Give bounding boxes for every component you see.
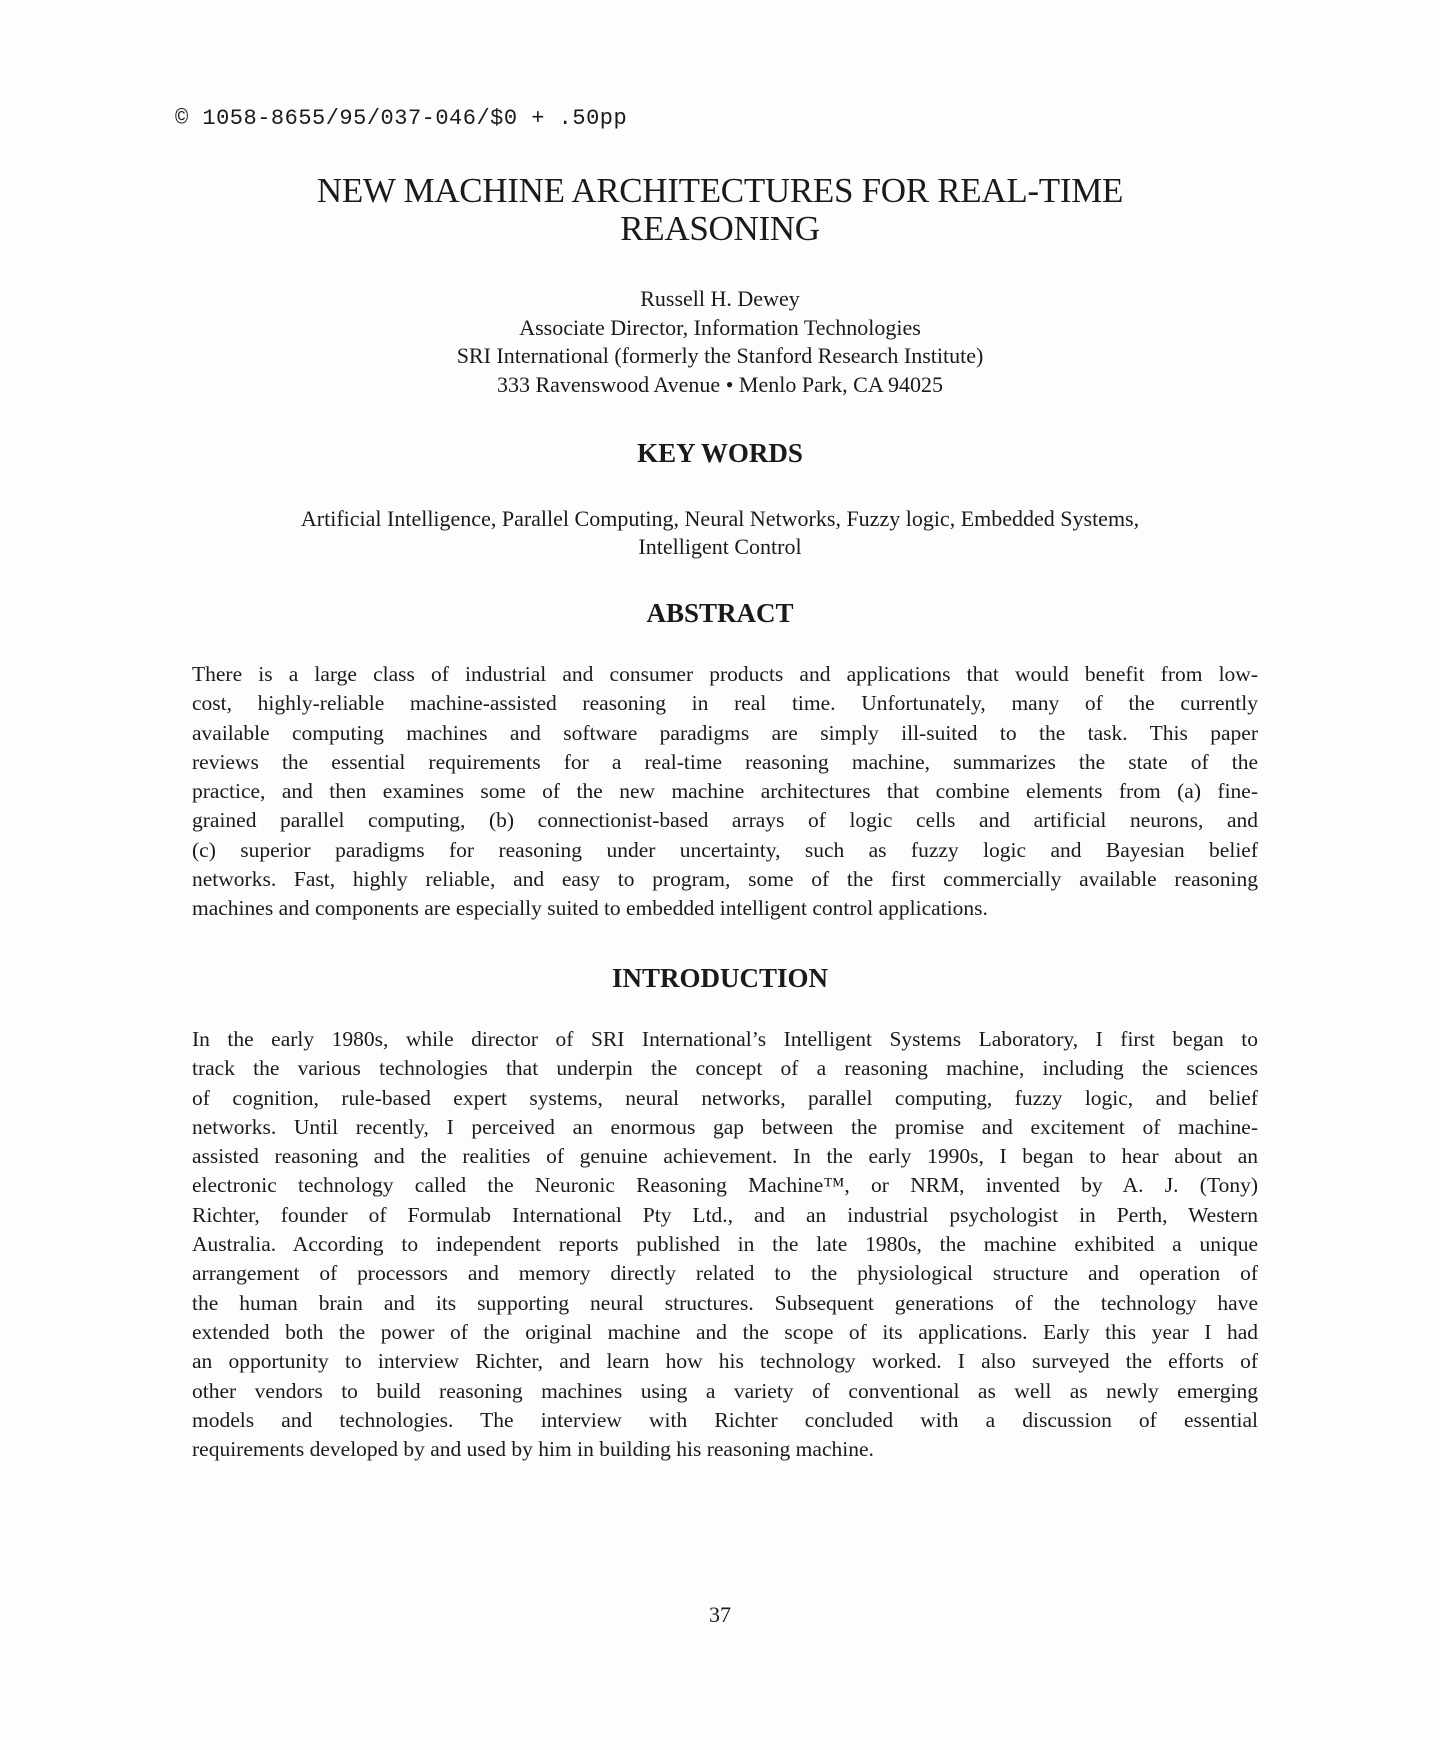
text-line: networks. Fast, highly reliable, and easy to program, some of the first commercially available reasoning bbox=[192, 867, 1258, 892]
text-line: Richter, founder of Formulab International Pty Ltd., and an industrial psychologist in Perth, Western bbox=[192, 1202, 1258, 1227]
copyright-symbol: © bbox=[175, 106, 189, 131]
text-line: (c) superior paradigms for reasoning under uncertainty, such as fuzzy logic and Bayesian belief bbox=[192, 837, 1258, 862]
author-address: 333 Ravenswood Avenue • Menlo Park, CA 94025 bbox=[496, 372, 944, 398]
copyright-code: 1058-8655/95/037-046/$0 + .50pp bbox=[202, 106, 628, 131]
keywords-line: Artificial Intelligence, Parallel Computing, Neural Networks, Fuzzy logic, Embedded Systems, bbox=[300, 506, 1140, 531]
text-line: assisted reasoning and the realities of genuine achievement. In the early 1990s, I began to hear about an bbox=[192, 1144, 1258, 1169]
introduction-paragraph bbox=[192, 1025, 1258, 1464]
text-line: of cognition, rule-based expert systems, neural networks, parallel computing, fuzzy logic, and belief bbox=[192, 1085, 1258, 1110]
keywords-line: Intelligent Control bbox=[638, 534, 802, 559]
text-line: track the various technologies that underpin the concept of a reasoning machine, including the sciences bbox=[192, 1056, 1258, 1081]
text-line: machines and components are especially suited to embedded intelligent control applications. bbox=[192, 896, 988, 921]
text-line: requirements developed by and used by him in building his reasoning machine. bbox=[192, 1437, 874, 1462]
text-line: an opportunity to interview Richter, and learn how his technology worked. I also surveyed the efforts of bbox=[192, 1349, 1258, 1374]
text-line: reviews the essential requirements for a real-time reasoning machine, summarizes the state of the bbox=[192, 749, 1258, 774]
text-line: cost, highly-reliable machine-assisted reasoning in real time. Unfortunately, many of the currently bbox=[192, 691, 1258, 716]
text-line: practice, and then examines some of the new machine architectures that combine elements from (a) fine- bbox=[192, 779, 1258, 804]
keywords-list bbox=[0, 505, 1440, 561]
page-number: 37 bbox=[709, 1602, 731, 1627]
text-line: models and technologies. The interview with Richter concluded with a discussion of essential bbox=[192, 1407, 1258, 1432]
paper-title bbox=[0, 172, 1440, 248]
text-line: electronic technology called the Neuronic Reasoning Machine™, or NRM, invented by A. J. (Tony) bbox=[192, 1173, 1258, 1198]
text-line: In the early 1980s, while director of SRI International’s Intelligent Systems Laboratory, I first began to bbox=[192, 1027, 1258, 1051]
text-line: grained parallel computing, (b) connectionist-based arrays of logic cells and artificial neurons, and bbox=[192, 808, 1258, 833]
keywords-heading: KEY WORDS bbox=[637, 438, 803, 468]
text-line: Australia. According to independent reports published in the late 1980s, the machine exhibited a unique bbox=[192, 1232, 1258, 1257]
text-line: other vendors to build reasoning machines using a variety of conventional as well as newly emerging bbox=[192, 1378, 1258, 1403]
abstract-heading: ABSTRACT bbox=[646, 598, 794, 628]
abstract-paragraph bbox=[192, 660, 1258, 924]
text-line: networks. Until recently, I perceived an enormous gap between the promise and excitement of machine- bbox=[192, 1114, 1258, 1139]
text-line: arrangement of processors and memory directly related to the physiological structure and operation of bbox=[192, 1261, 1258, 1286]
author-position: Associate Director, Information Technologies bbox=[519, 314, 921, 340]
copyright-line bbox=[175, 106, 627, 131]
author-organization: SRI International (formerly the Stanford Research Institute) bbox=[456, 343, 984, 369]
text-line: There is a large class of industrial and consumer products and applications that would benefit from low- bbox=[192, 662, 1258, 686]
title-line: NEW MACHINE ARCHITECTURES FOR REAL-TIME bbox=[316, 171, 1124, 210]
introduction-heading: INTRODUCTION bbox=[611, 963, 829, 993]
text-line: extended both the power of the original machine and the scope of its applications. Early this year I had bbox=[192, 1319, 1258, 1344]
text-line: available computing machines and software paradigms are simply ill-suited to the task. This paper bbox=[192, 720, 1258, 745]
author-name: Russell H. Dewey bbox=[640, 286, 800, 311]
title-line: REASONING bbox=[620, 209, 820, 248]
text-line: the human brain and its supporting neural structures. Subsequent generations of the technology have bbox=[192, 1290, 1258, 1315]
author-block bbox=[0, 285, 1440, 400]
